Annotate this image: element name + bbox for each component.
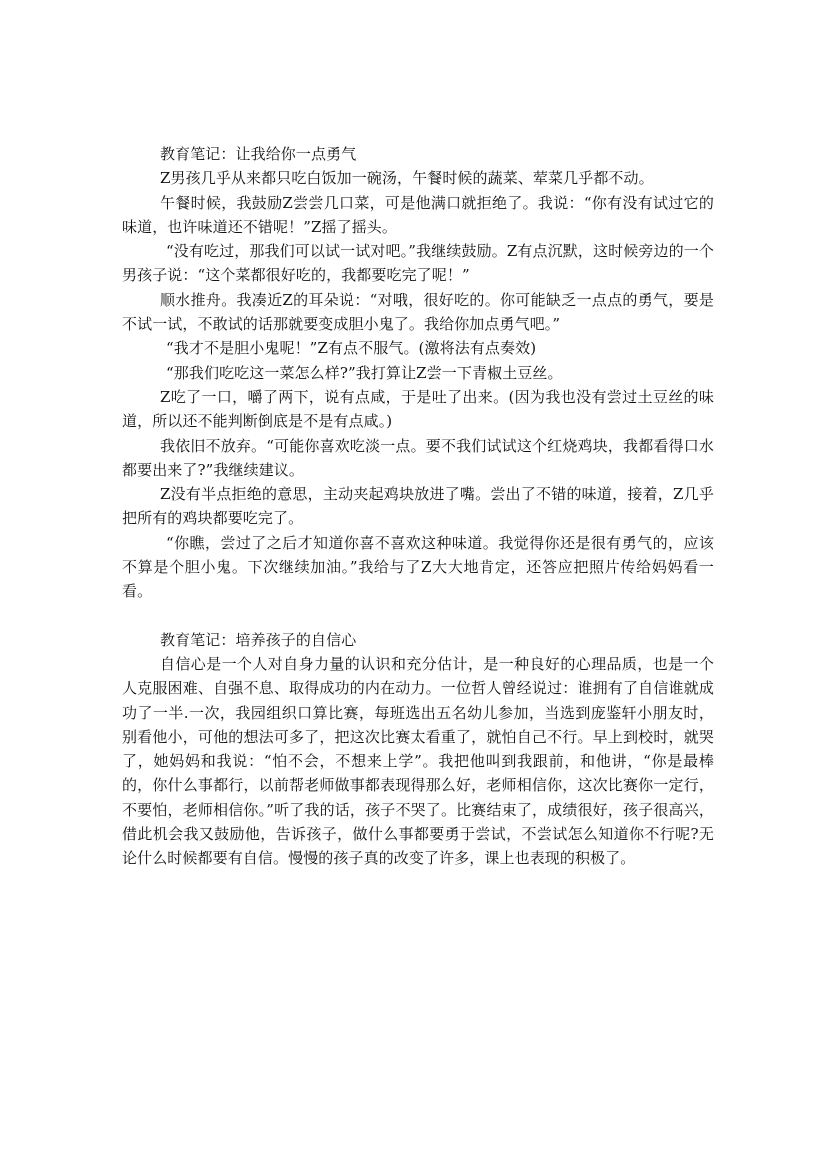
paragraph: 我依旧不放弃。“可能你喜欢吃淡一点。要不我们试试这个红烧鸡块，我都看得口水都要出来了?”我继续建议。	[122, 436, 714, 479]
document-page	[122, 142, 714, 871]
paragraph: “那我们吃吃这一菜怎么样?”我打算让Z尝一下青椒土豆丝。	[166, 363, 563, 382]
paragraph: Z没有半点拒绝的意思，主动夹起鸡块放进了嘴。尝出了不错的味道，接着，Z几乎把所有的鸡块都要吃完了。	[122, 485, 714, 528]
paragraph: “没有吃过，那我们可以试一试对吧。”我继续鼓励。Z有点沉默，这时候旁边的一个男孩子说：“这个菜都很好吃的，我都要吃完了呢！”	[122, 242, 714, 285]
paragraph: Z男孩几乎从来都只吃白饭加一碗汤，午餐时候的蔬菜、荤菜几乎都不动。	[160, 169, 654, 188]
paragraph: “你瞧，尝过了之后才知道你喜不喜欢这种味道。我觉得你还是很有勇气的，应该不算是个胆小鬼。下次继续加油。”我给与了Z大大地肯定，还答应把照片传给妈妈看一看。	[122, 533, 714, 601]
article-title: 教育笔记：让我给你一点勇气	[160, 145, 357, 163]
article-confidence	[122, 628, 714, 871]
paragraph: 午餐时候，我鼓励Z尝尝几口菜，可是他满口就拒绝了。我说：“你有没有试过它的味道，也许味道还不错呢！”Z摇了摇头。	[122, 193, 714, 236]
paragraph: 自信心是一个人对自身力量的认识和充分估计，是一种良好的心理品质，也是一个人克服困难、自强不息、取得成功的内在动力。一位哲人曾经说过：谁拥有了自信谁就成功了一半.一次，我园组织口算比赛，每班选出五名幼儿参加，当选到庞鉴轩小朋友时，别看他小，可他的想法可多了，把这次比赛太看重了，就怕自己不行。早上到校时，就哭了，她妈妈和我说：“怕不会，不想来上学”。我把他叫到我跟前，和他讲，“你是最棒的，你什么事都行，以前帮老师做事都表现得那么好，老师相信你，这次比赛你一定行，不要怕，老师相信你。”听了我的话，孩子不哭了。比赛结束了，成绩很好，孩子很高兴，借此机会我又鼓励他，告诉孩子，做什么事都要勇于尝试，不尝试怎么知道你不行呢?无论什么时候都要有自信。慢慢的孩子真的改变了许多，课上也表现的积极了。	[122, 654, 714, 868]
article-title: 教育笔记：培养孩子的自信心	[160, 630, 357, 649]
paragraph: “我才不是胆小鬼呢！”Z有点不服气。(激将法有点奏效)	[166, 339, 537, 358]
article-courage	[122, 142, 714, 604]
paragraph: Z吃了一口，嚼了两下，说有点咸，于是吐了出来。(因为我也没有尝过土豆丝的味道，所以还不能判断倒底是不是有点咸。)	[122, 387, 714, 431]
paragraph: 顺水推舟。我凑近Z的耳朵说：“对哦，很好吃的。你可能缺乏一点点的勇气，要是不试一试，不敢试的话那就要变成胆小鬼了。我给你加点勇气吧。”	[122, 290, 714, 334]
